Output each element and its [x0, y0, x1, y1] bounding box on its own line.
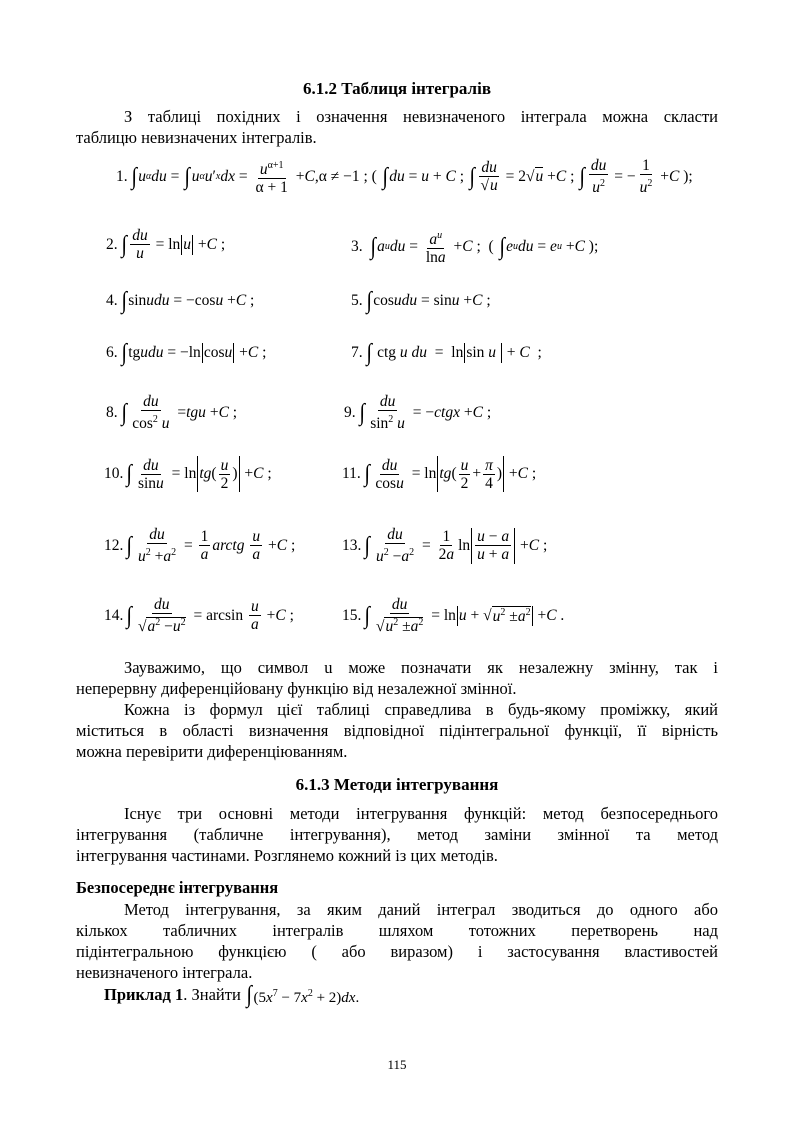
example-label: Приклад 1 — [104, 985, 184, 1004]
formula-3: 3. ∫ a u du = $a^u$ lna + C ; ( ∫ e u du = e u + C ); — [351, 227, 598, 266]
formula-4: 4. ∫ sin udu = −cos u + C ; — [106, 288, 255, 314]
remark-line-4: міститься в області визначення відповідної підінтегральної функції, її вірність — [76, 721, 718, 740]
remark-line-1: Зауважимо, що символ u може позначати як незалежну змінну, так і — [124, 658, 718, 677]
formula-10: 10. ∫ du sinu = ln tg ( u 2 ) + C ; — [104, 456, 272, 492]
direct-line-3: підінтегральною функцією ( або виразом) і застосування властивостей — [76, 942, 718, 961]
formula-12: 12. ∫ du $u^2 +a^2$ = 1 a arctg u a + C ; — [104, 526, 296, 566]
methods-line-1: Існує три основні методи інтегрування функцій: метод безпосереднього — [124, 804, 718, 823]
example-formula: $\int(5x^7 - 7x^2 + 2)dx$. — [246, 982, 360, 1008]
direct-line-1: Метод інтегрування, за яким даний інтеграл зводиться до одного або — [124, 900, 718, 919]
formula-6: 6. ∫ tg udu = −ln cos u + C ; — [106, 340, 267, 366]
direct-line-4: невизначеного інтеграла. — [76, 963, 253, 982]
methods-line-3: інтегрування частинами. Розглянемо кожний із цих методів. — [76, 846, 498, 865]
formula-5: 5. ∫ cos udu = sin u + C ; — [351, 288, 491, 314]
methods-paragraph — [76, 803, 718, 866]
formula-9: 9. ∫ du $\sin^2 u$ = − ctgx + C ; — [344, 393, 492, 433]
remark-line-3: Кожна із формул цієї таблиці справедлива в будь-якому проміжку, який — [124, 700, 718, 719]
direct-integration-heading: Безпосереднє інтегрування — [76, 878, 279, 897]
formula-15: 15. ∫ du $√u^2 \pm a^2$ = ln u + √ $u^2 \pm a^2$ + C . — [342, 596, 565, 636]
example-text: . Знайти — [183, 985, 241, 1004]
methods-line-2: інтегрування (табличне інтегрування), метод заміни змінної та метод — [76, 825, 718, 844]
formula-1: 1. ∫ u α du = ∫ u α u ′ x dx = $u^{\alpha+1}$ α + 1 + C ,α ≠ −1 ; ( ∫ du = u + C ; ∫ du √u = 2√ u + C ; ∫ du $u^2$ = − 1 $u^2$ + C ); — [116, 157, 693, 197]
section-title-6-1-3: 6.1.3 Методи інтегрування — [295, 775, 499, 794]
page-number: 115 — [387, 1057, 407, 1072]
formula-2: 2. ∫ du u = ln u + C ; — [106, 227, 226, 262]
section-title-6-1-2: 6.1.2 Таблиця інтегралів — [303, 79, 491, 98]
remark-paragraph — [76, 657, 718, 762]
intro-line-1: З таблиці похідних і означення невизначеного інтеграла можна скласти — [124, 107, 718, 126]
formula-7: 7. ∫ ctg u du = ln sin u + C ; — [351, 340, 542, 366]
remark-line-2: неперервну диференційовану функцію від незалежної змінної. — [76, 679, 517, 698]
formula-8: 8. ∫ du $\cos^2 u$ = tgu + C ; — [106, 393, 238, 433]
intro-line-2: таблицю невизначених інтегралів. — [76, 128, 317, 147]
formula-13: 13. ∫ du $u^2 -a^2$ = 1 2a ln u − a u + a + C ; — [342, 526, 548, 566]
formula-14: 14. ∫ du $√a^2 -u^2$ = arcsin u a + C ; — [104, 596, 294, 636]
direct-line-2: кількох табличних інтегралів шляхом тотожних перетворень над — [76, 921, 718, 940]
example-1 — [104, 983, 359, 1007]
intro-paragraph — [76, 106, 718, 148]
remark-line-5: можна перевірити диференціюванням. — [76, 742, 348, 761]
direct-paragraph — [76, 899, 718, 983]
formula-11: 11. ∫ du cosu = ln tg ( u 2 + π 4 ) + C ; — [342, 456, 537, 492]
